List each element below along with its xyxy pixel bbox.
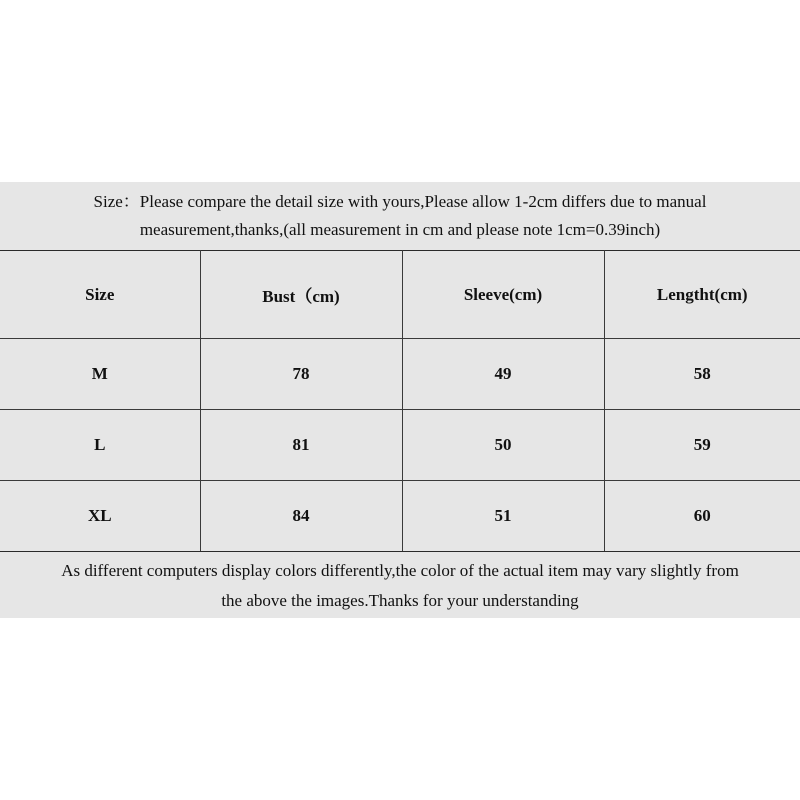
header-sleeve: Sleeve(cm) bbox=[402, 251, 604, 339]
cell-sleeve: 50 bbox=[402, 410, 604, 481]
cell-sleeve: 49 bbox=[402, 339, 604, 410]
cell-length: 59 bbox=[604, 410, 800, 481]
color-disclaimer-line-2: the above the images.Thanks for your understanding bbox=[221, 591, 579, 610]
header-size: Size bbox=[0, 251, 200, 339]
table-header-row bbox=[0, 251, 800, 339]
table-row bbox=[0, 481, 800, 552]
color-disclaimer-line-1: As different computers display colors differently,the color of the actual item may vary slightly from bbox=[61, 561, 739, 580]
cell-length: 58 bbox=[604, 339, 800, 410]
cell-bust: 81 bbox=[200, 410, 402, 481]
cell-length: 60 bbox=[604, 481, 800, 552]
header-length: Lengtht(cm) bbox=[604, 251, 800, 339]
size-chart-sheet bbox=[0, 182, 800, 618]
color-disclaimer bbox=[0, 552, 800, 616]
cell-bust: 78 bbox=[200, 339, 402, 410]
cell-size: XL bbox=[0, 481, 200, 552]
cell-size: L bbox=[0, 410, 200, 481]
measurement-note-line-1: Size：Please compare the detail size with yours,Please allow 1-2cm differs due to manual bbox=[93, 192, 707, 211]
cell-bust: 84 bbox=[200, 481, 402, 552]
cell-sleeve: 51 bbox=[402, 481, 604, 552]
header-bust: Bust（cm) bbox=[200, 251, 402, 339]
table-row bbox=[0, 339, 800, 410]
table-row bbox=[0, 410, 800, 481]
measurement-note bbox=[0, 182, 800, 250]
size-table bbox=[0, 250, 800, 552]
cell-size: M bbox=[0, 339, 200, 410]
measurement-note-line-2: measurement,thanks,(all measurement in cm and please note 1cm=0.39inch) bbox=[139, 220, 661, 239]
